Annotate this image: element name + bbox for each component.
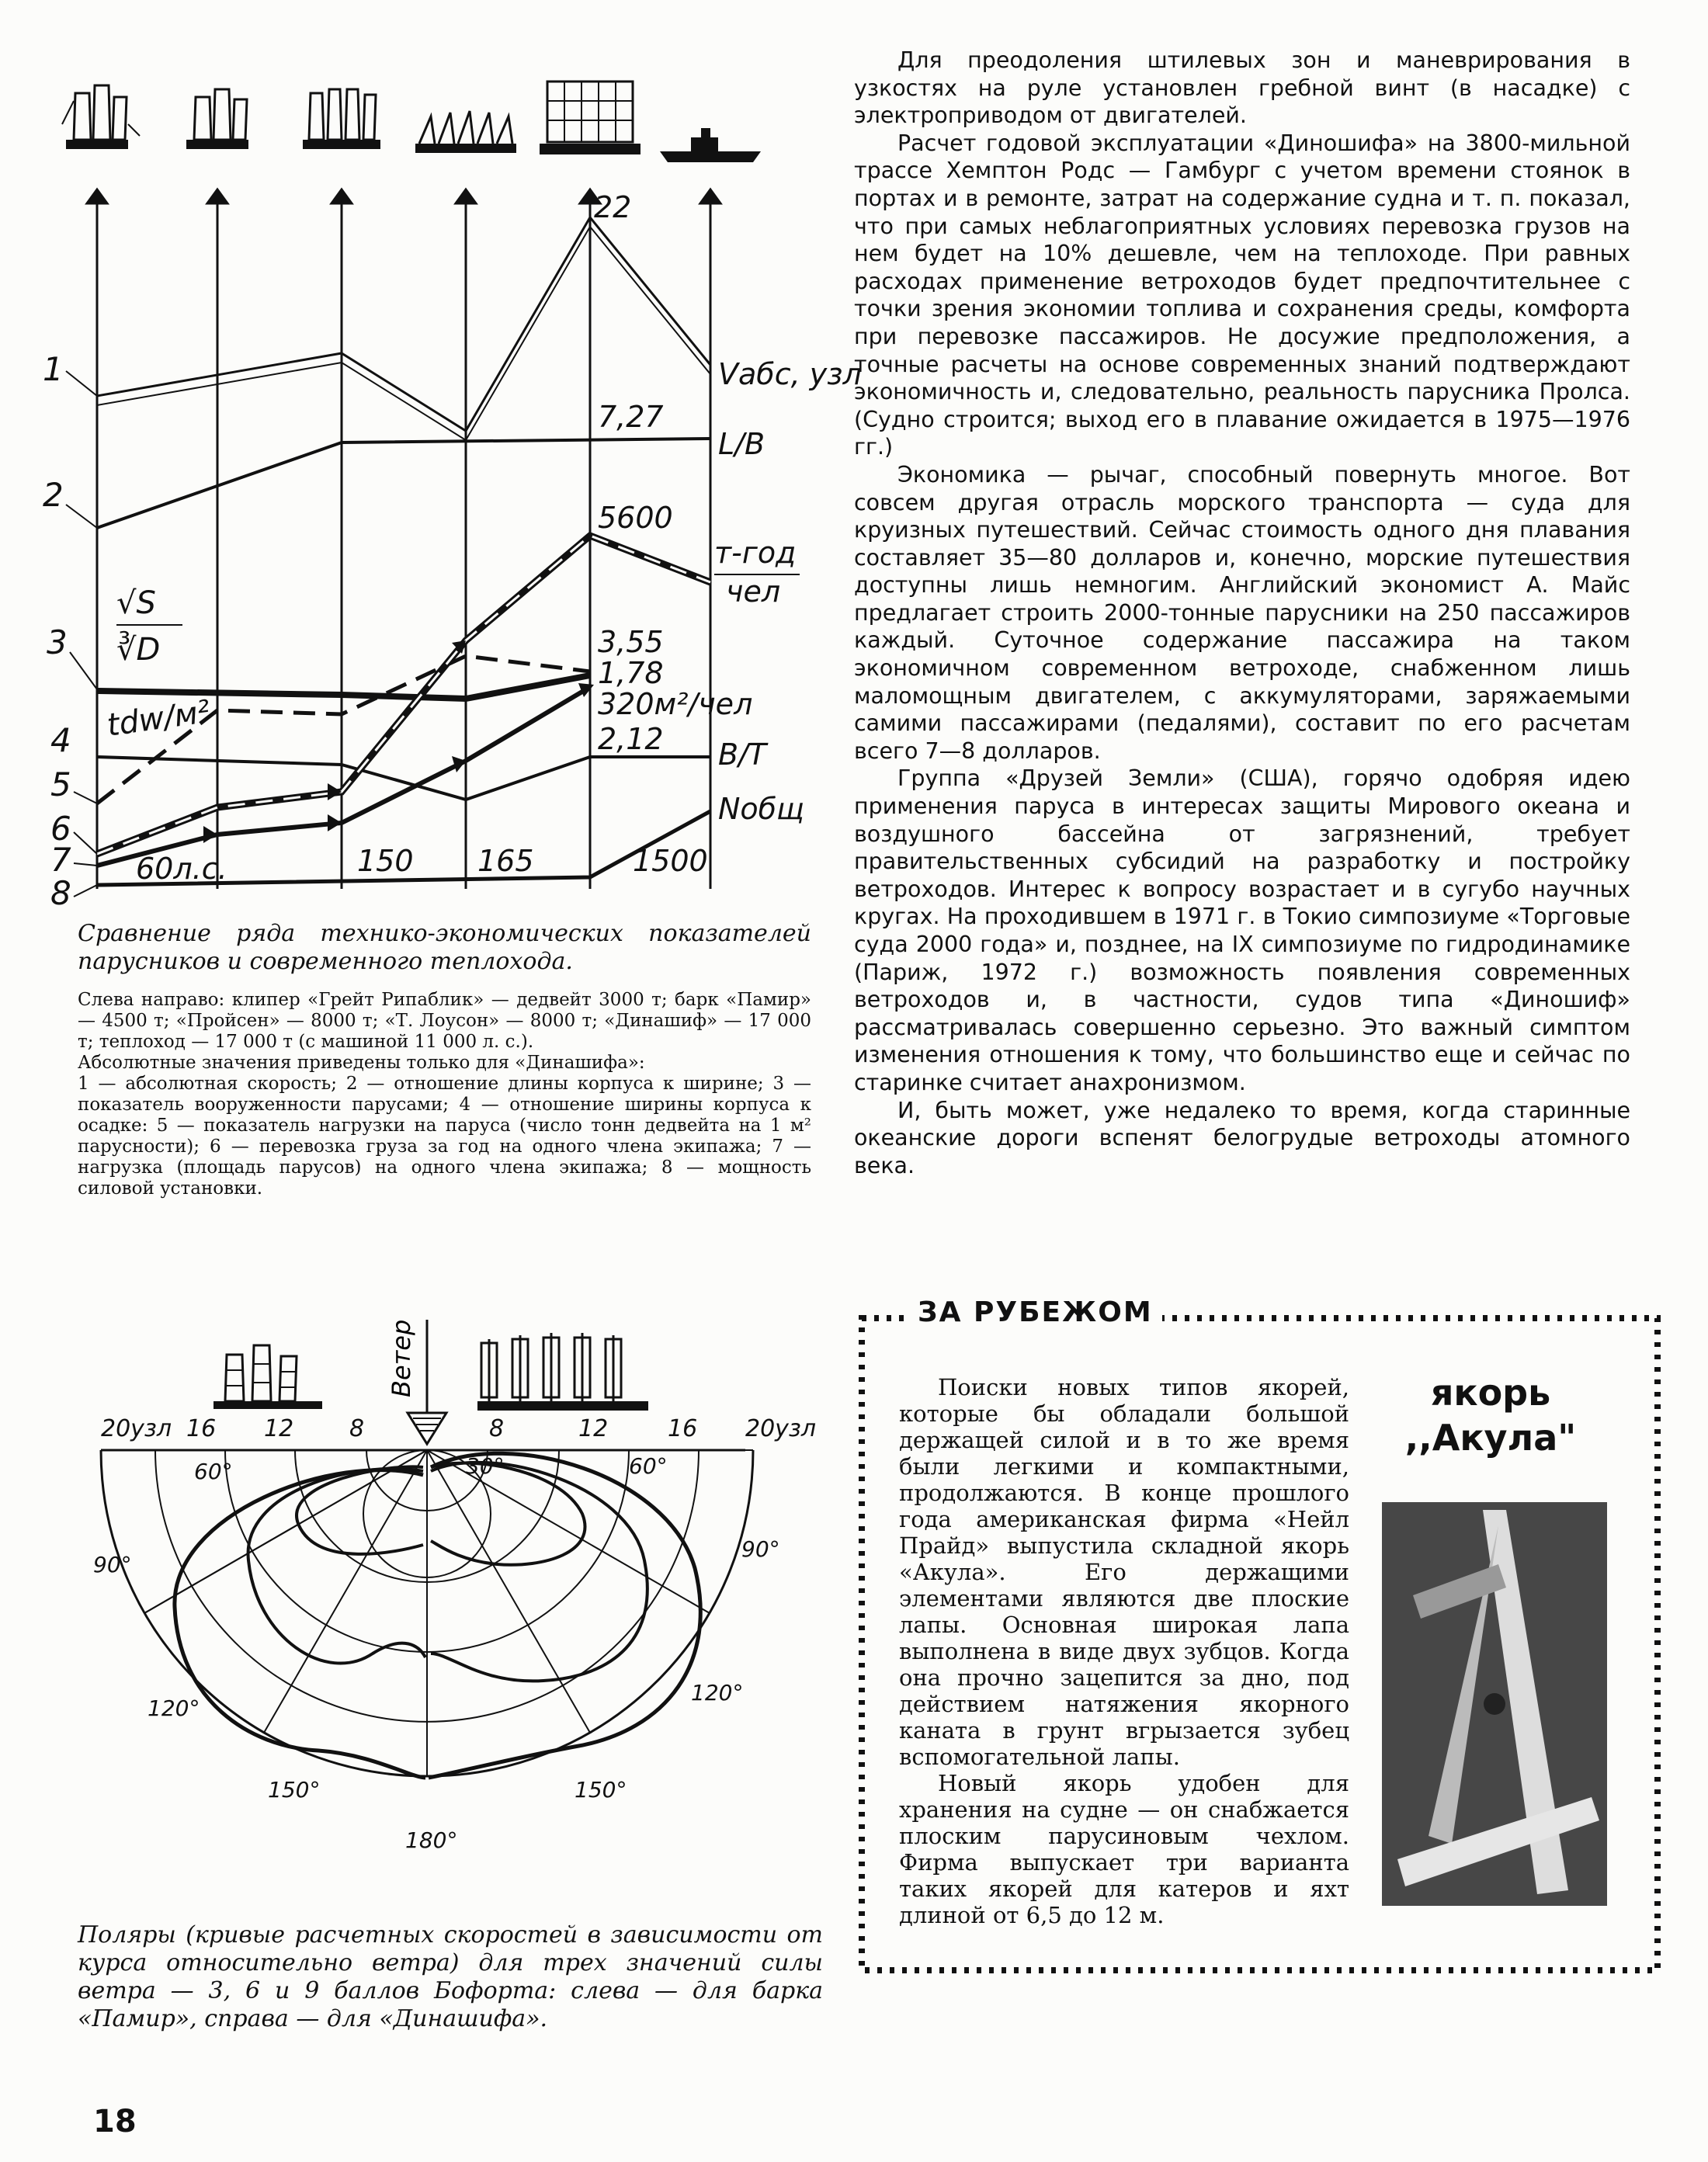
page-number: 18 bbox=[93, 2104, 137, 2139]
ship-pamir-small-icon bbox=[214, 1345, 322, 1409]
value-tdw: 1,78 bbox=[598, 656, 664, 690]
series-3-line bbox=[97, 675, 590, 699]
value-area: 320м²/чел bbox=[598, 687, 753, 721]
wind-label: Ветер bbox=[387, 1319, 416, 1397]
article-body bbox=[854, 47, 1630, 1179]
speed-tick-right-16: 16 bbox=[668, 1415, 698, 1442]
angle-left-120: 120° bbox=[148, 1695, 200, 1721]
label-n: Nобщ bbox=[718, 792, 804, 826]
polar-ray-left-30 bbox=[264, 1450, 427, 1733]
article-paragraph: Расчет годовой эксплуатации «Диношифа» на 3800-мильной трассе Хемптон Родс — Гамбург с учетом времени стоянок в портах и в ремонте, затрат на содержание судна и т. п. показал, что при самых неблагоприятных условиях перевозка грузов на нем будет на 10% дешевле, чем на теплоходе. При равных расходах применение ветроходов будет предпочтительнее с точки зрения экономии топлива и сохранения среды, комфорта при перевозке пассажиров. Не досужие предположения, а точные расчеты на основе современных знаний подтверждают экономичность и, следовательно, реальность парусника Пролса. (Судно строится; выход его в плавание ожидается в 1975—1976 гг.) bbox=[854, 130, 1630, 460]
row-number-8: 8 bbox=[50, 874, 71, 912]
value-tm: 5600 bbox=[598, 501, 673, 535]
row-8-tick bbox=[74, 885, 97, 897]
sidebar-heading-line1: якорь bbox=[1430, 1372, 1551, 1414]
row-2-tick bbox=[66, 505, 97, 528]
ship-dynaship-small-icon bbox=[477, 1333, 648, 1411]
series-markers bbox=[203, 640, 594, 843]
label-tm: т-год bbox=[714, 536, 797, 570]
angle-right-30: 30° bbox=[466, 1453, 505, 1479]
chart1-verticals bbox=[87, 189, 720, 889]
sidebar-heading bbox=[1366, 1370, 1615, 1460]
article-paragraph: Для преодоления штилевых зон и маневрирования в узкостях на руле установлен гребной винт (в насадке) с электроприводом от двигателей. bbox=[854, 47, 1630, 129]
speed-tick-left-16: 16 bbox=[186, 1415, 217, 1442]
row-number-4: 4 bbox=[50, 721, 71, 759]
row-number-2: 2 bbox=[43, 476, 64, 514]
row-number-6: 6 bbox=[50, 810, 71, 848]
angle-180: 180° bbox=[405, 1827, 458, 1853]
label-sail-top: √S bbox=[116, 585, 156, 621]
label-sail-bottom: ∛D bbox=[116, 632, 161, 668]
angle-left-150: 150° bbox=[268, 1777, 321, 1803]
speed-tick-left-20: 20узл bbox=[101, 1415, 172, 1442]
article-paragraph: Экономика — рычаг, способный повернуть многое. Вот совсем другая отрасль морского транспорта — суда для круизных путешествий. Сейчас стоимость одного дня плавания составляет 35—80 долларов и, конечно, морские путешествия доступны лишь немногим. Английский экономист А. Майс предлагает строить 2000-тонные парусники на 250 пассажиров каждый. Суточное содержание пассажира на таком экономичном современном ветроходе, снабженном лишь маломощным двигателем, с аккумуляторами, заряжаемыми самими пассажирами (педалями), составит по его расчетам всего 7—8 долларов. bbox=[854, 461, 1630, 764]
value-speed: 22 bbox=[594, 190, 632, 224]
chart1-svg bbox=[0, 0, 862, 916]
series-1-line bbox=[97, 217, 710, 431]
value-power-4: 1500 bbox=[633, 844, 708, 878]
polar-curve-right-outer bbox=[429, 1453, 700, 1778]
sidebar-paragraph: Новый якорь удобен для хранения на судне — он снабжается плоским парусиновым чехлом. Фирма выпускает три варианта таких якорей для катеров и яхт длиной от 6,5 до 12 м. bbox=[899, 1770, 1349, 1928]
ship-clipper-icon bbox=[62, 85, 140, 149]
chart1-legend-items: 1 — абсолютная скорость; 2 — отношение длины корпуса к ширине; 3 — показатель вооруженности парусами; 4 — отношение ширины корпуса к осадке: 5 — показатель нагрузки на паруса (число тонн дедвейта на 1 м² парусности); 6 — перевозка груза за год на одного члена экипажа; 7 — нагрузка (площадь парусов) на одного члена экипажа; 8 — мощность силовой установки. bbox=[78, 1074, 811, 1199]
sidebar-article bbox=[899, 1374, 1349, 1928]
chart1-legend bbox=[78, 990, 811, 1199]
angle-left-90: 90° bbox=[93, 1552, 132, 1577]
article-paragraph: Группа «Друзей Земли» (США), горячо одобряя идею применения паруса в интересах защиты Мирового океана и воздушного бассейна от загрязнений, требует правительственных субсидий на разработку и постройку ветроходов. Интерес к вопросу возрастает и в сугубо научных кругах. На проходившем в 1971 г. в Токио симпозиуме «Торговые суда 2000 года» и, позднее, на IX симпозиуме по гидродинамике (Париж, 1972 г.) возможность появления современных ветроходов и, в частности, судов типа «Диношиф» рассматривалась совершенно серьезно. Это важный симптом изменения отношения к тому, что большинство еще и сейчас по старинке считает анахронизмом. bbox=[854, 765, 1630, 1095]
angle-right-90: 90° bbox=[741, 1536, 780, 1562]
value-power-3: 165 bbox=[477, 844, 534, 878]
chart1-caption: Сравнение ряда технико-экономических показателей парусников и современного теплохода. bbox=[78, 920, 811, 975]
section-title: ЗА РУБЕЖОМ bbox=[908, 1296, 1162, 1328]
ship-lawson-icon bbox=[415, 111, 516, 153]
row-number-5: 5 bbox=[50, 765, 71, 803]
angle-left-60: 60° bbox=[194, 1459, 233, 1484]
angle-right-120: 120° bbox=[691, 1680, 744, 1706]
ship-preussen-icon bbox=[303, 89, 380, 149]
row-number-7: 7 bbox=[50, 841, 71, 879]
chart1-legend-ships: Слева направо: клипер «Грейт Рипаблик» — дедвейт 3000 т; барк «Памир» — 4500 т; «Пройсен» — 8000 т; «Т. Лоусон» — 8000 т; «Динашиф» — 17 000 т; теплоход — 17 000 т (с машиной 11 000 л. с.). bbox=[78, 990, 811, 1052]
value-power-2: 150 bbox=[357, 844, 414, 878]
value-sail: 3,55 bbox=[598, 625, 664, 659]
ship-motorship-icon bbox=[660, 128, 761, 162]
chart2-svg bbox=[78, 1312, 815, 1917]
speed-tick-left-8: 8 bbox=[349, 1415, 365, 1442]
ship-dynaship-icon bbox=[540, 82, 640, 154]
label-chel: чел bbox=[726, 574, 781, 609]
speed-tick-right-8: 8 bbox=[489, 1415, 505, 1442]
value-power-1: 60л.с. bbox=[136, 852, 227, 886]
row-number-1: 1 bbox=[43, 350, 64, 388]
speed-tick-right-20: 20узл bbox=[745, 1415, 817, 1442]
row-1-tick bbox=[66, 371, 97, 396]
label-lb: L/B bbox=[718, 427, 765, 461]
chart2-caption: Поляры (кривые расчетных скоростей в зависимости от курса относительно ветра) для трех значений силы ветра — 3, 6 и 9 баллов Бофорта: слева — для барка «Памир», справа — для «Динашифа». bbox=[78, 1921, 823, 2032]
label-bt: B/T bbox=[718, 737, 767, 772]
row-7-tick bbox=[74, 863, 97, 866]
value-bt: 2,12 bbox=[598, 722, 664, 756]
angle-right-60: 60° bbox=[629, 1453, 668, 1479]
anchor-photo bbox=[1382, 1502, 1607, 1906]
label-speed: Vабс, узл bbox=[718, 357, 862, 391]
row-number-3: 3 bbox=[47, 623, 68, 661]
speed-tick-right-12: 12 bbox=[578, 1415, 609, 1442]
angle-right-150: 150° bbox=[575, 1777, 627, 1803]
value-lb: 7,27 bbox=[598, 400, 664, 434]
row-6-tick bbox=[74, 832, 97, 854]
speed-tick-left-12: 12 bbox=[264, 1415, 294, 1442]
row-3-tick bbox=[70, 652, 97, 689]
ship-pamir-icon bbox=[186, 89, 248, 149]
sidebar-heading-line2: ,,Акула" bbox=[1404, 1417, 1577, 1459]
row-5-tick bbox=[74, 792, 97, 803]
label-tdw: tdw/м² bbox=[104, 693, 213, 744]
article-paragraph: И, быть может, уже недалеко то время, когда старинные океанские дороги вспенят белогрудые ветроходы атомного века. bbox=[854, 1097, 1630, 1178]
polar-ray-left-120 bbox=[144, 1450, 427, 1613]
polar-curve-left-outer bbox=[175, 1470, 425, 1778]
sidebar-paragraph: Поиски новых типов якорей, которые бы обладали большой держащей силой и в то же время были легкими и компактными, продолжаются. В конце прошлого года американская фирма «Нейл Прайд» выпустила складной якорь «Акула». Его держащими элементами являются две плоские лапы. Основная широкая лапа выполнена в виде двух зубцов. Когда она прочно зацепится за дно, под действием натяжения якорного каната в грунт вгрызается зубец вспомогательной лапы. bbox=[899, 1374, 1349, 1770]
chart1-legend-note: Абсолютные значения приведены только для «Динашифа»: bbox=[78, 1053, 645, 1073]
